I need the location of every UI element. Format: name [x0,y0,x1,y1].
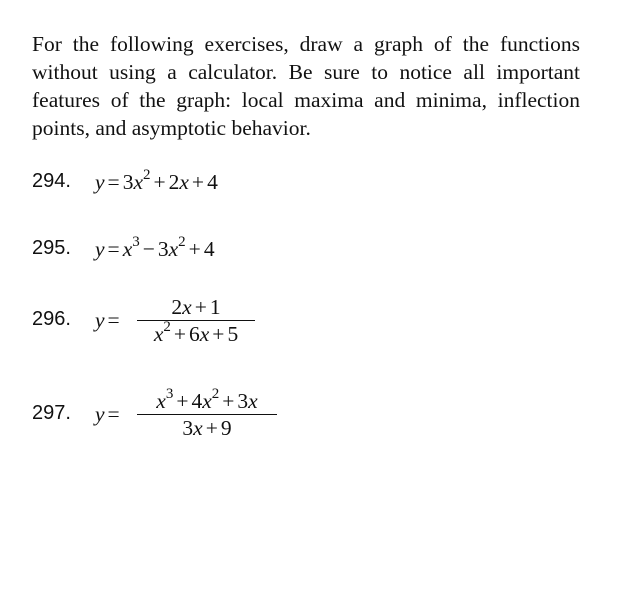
exercise-number: 296. [32,308,71,330]
equation: $y = x^3 - 3x^2 + 4$ [95,233,215,261]
equation-lhs: y = [95,308,120,332]
equation: $y = 3x^2 + 2x + 4$ [95,166,218,194]
denominator: $x^2 + 6x + 5$ [153,318,239,346]
equation-lhs: y = [95,402,120,426]
exercise-number: 295. [32,237,71,259]
exercise-number: 294. [32,170,71,192]
numerator: 2x + 1 [137,296,255,321]
exercise-number: 297. [32,402,71,424]
fraction [137,296,255,345]
denominator: 3x + 9 [182,416,232,440]
fraction [137,385,277,440]
numerator: $x^3 + 4x^2 + 3x$ [137,390,277,415]
instructions-paragraph: For the following exercises, draw a graph of the functions without using a calculator. Be sure to notice all important features of the graph: local maxima and minima, inflection points, and asymptotic behavior. [32,32,580,140]
